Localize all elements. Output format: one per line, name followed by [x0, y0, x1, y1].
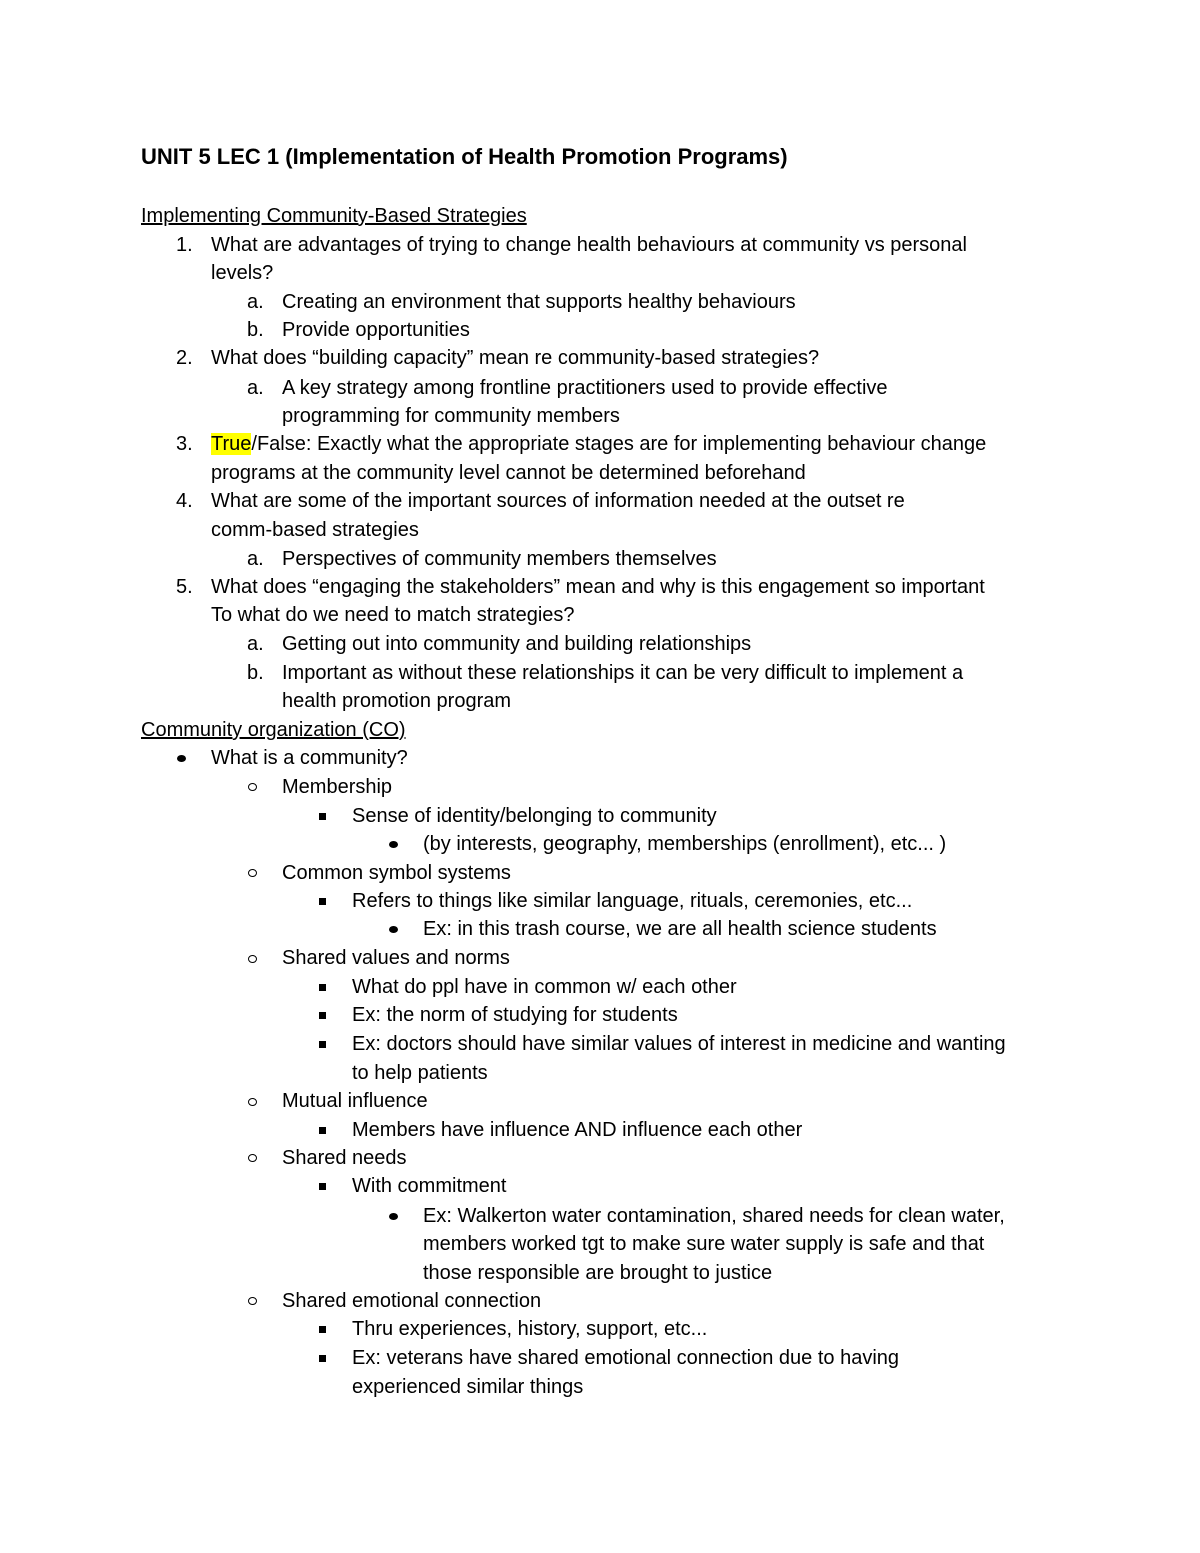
- list-item-text: Perspectives of community members themselves: [282, 548, 717, 570]
- list-item-text: Members have influence AND influence each other: [352, 1119, 803, 1141]
- bullet-circle-icon: [248, 955, 257, 963]
- bullet-circle-icon: [248, 1098, 257, 1106]
- list-item-text: What does “building capacity” mean re community-based strategies?: [211, 347, 820, 369]
- bullet-square-icon: [319, 984, 326, 991]
- bullet-circle-icon: [248, 869, 257, 877]
- bullet-dot-icon: [389, 926, 398, 933]
- highlighted-answer: True: [211, 433, 252, 455]
- list-item-text: Ex: doctors should have similar values of interest in medicine and wanting: [352, 1033, 1006, 1055]
- list-letter: a.: [247, 291, 264, 313]
- list-number: 1.: [176, 234, 193, 256]
- list-item-text: members worked tgt to make sure water supply is safe and that: [423, 1233, 985, 1255]
- list-item-text: those responsible are brought to justice: [423, 1262, 773, 1284]
- list-letter: a.: [247, 633, 264, 655]
- list-letter: a.: [247, 548, 264, 570]
- list-item-text: What is a community?: [211, 747, 408, 769]
- list-item-text: What does “engaging the stakeholders” mean and why is this engagement so important: [211, 576, 985, 598]
- list-item-text: Provide opportunities: [282, 319, 470, 341]
- page-title: UNIT 5 LEC 1 (Implementation of Health Promotion Programs): [141, 144, 788, 169]
- list-item-text: Ex: the norm of studying for students: [352, 1004, 678, 1026]
- list-item-text: experienced similar things: [352, 1376, 584, 1398]
- list-item-text: Membership: [282, 776, 393, 798]
- list-number: 5.: [176, 576, 193, 598]
- section-heading-community-organization: Community organization (CO): [141, 719, 406, 741]
- list-item-text: Thru experiences, history, support, etc...: [352, 1318, 708, 1340]
- list-item-text: health promotion program: [282, 690, 512, 712]
- list-item-text: Shared emotional connection: [282, 1290, 542, 1312]
- bullet-square-icon: [319, 1127, 326, 1134]
- list-number: 3.: [176, 433, 193, 455]
- list-item-text: Creating an environment that supports healthy behaviours: [282, 291, 796, 313]
- bullet-square-icon: [319, 1326, 326, 1333]
- list-item-text: comm-based strategies: [211, 519, 419, 541]
- list-item-text: Mutual influence: [282, 1090, 428, 1112]
- list-item-text: Shared needs: [282, 1147, 407, 1169]
- bullet-square-icon: [319, 813, 326, 820]
- list-item-text: With commitment: [352, 1175, 507, 1197]
- list-item-text: [211, 430, 986, 458]
- list-item-text: Ex: veterans have shared emotional connection due to having: [352, 1347, 900, 1369]
- bullet-square-icon: [319, 898, 326, 905]
- bullet-dot-icon: [389, 1213, 398, 1220]
- list-item-text: programs at the community level cannot be determined beforehand: [211, 462, 806, 484]
- bullet-square-icon: [319, 1012, 326, 1019]
- list-item-text: Ex: in this trash course, we are all health science students: [423, 918, 937, 940]
- list-letter: b.: [247, 319, 264, 341]
- list-number: 4.: [176, 490, 193, 512]
- list-item-text: programming for community members: [282, 405, 620, 427]
- list-item-text: Sense of identity/belonging to community: [352, 805, 717, 827]
- bullet-dot-icon: [389, 841, 398, 848]
- bullet-dot-icon: [177, 755, 186, 762]
- list-item-text-rest: /False: Exactly what the appropriate stages are for implementing behaviour change: [251, 433, 987, 455]
- list-item-text: Refers to things like similar language, rituals, ceremonies, etc...: [352, 890, 913, 912]
- bullet-circle-icon: [248, 783, 257, 791]
- list-item-text: to help patients: [352, 1062, 488, 1084]
- list-item-text: Getting out into community and building relationships: [282, 633, 752, 655]
- list-letter: a.: [247, 377, 264, 399]
- section-heading-implementing: Implementing Community-Based Strategies: [141, 205, 527, 227]
- list-item-text: Ex: Walkerton water contamination, shared needs for clean water,: [423, 1205, 1005, 1227]
- bullet-square-icon: [319, 1041, 326, 1048]
- list-item-text: levels?: [211, 262, 274, 284]
- list-item-text: A key strategy among frontline practitioners used to provide effective: [282, 377, 888, 399]
- bullet-square-icon: [319, 1355, 326, 1362]
- list-number: 2.: [176, 347, 193, 369]
- bullet-square-icon: [319, 1183, 326, 1190]
- bullet-circle-icon: [248, 1154, 257, 1162]
- list-item-text: (by interests, geography, memberships (enrollment), etc... ): [423, 833, 947, 855]
- list-item-text: Shared values and norms: [282, 947, 510, 969]
- list-item-text: What are advantages of trying to change health behaviours at community vs personal: [211, 234, 967, 256]
- list-item-text: Important as without these relationships it can be very difficult to implement a: [282, 662, 964, 684]
- list-item-text: What are some of the important sources of information needed at the outset re: [211, 490, 905, 512]
- list-item-text: To what do we need to match strategies?: [211, 604, 575, 626]
- list-letter: b.: [247, 662, 264, 684]
- list-item-text: Common symbol systems: [282, 862, 511, 884]
- bullet-circle-icon: [248, 1297, 257, 1305]
- list-item-text: What do ppl have in common w/ each other: [352, 976, 737, 998]
